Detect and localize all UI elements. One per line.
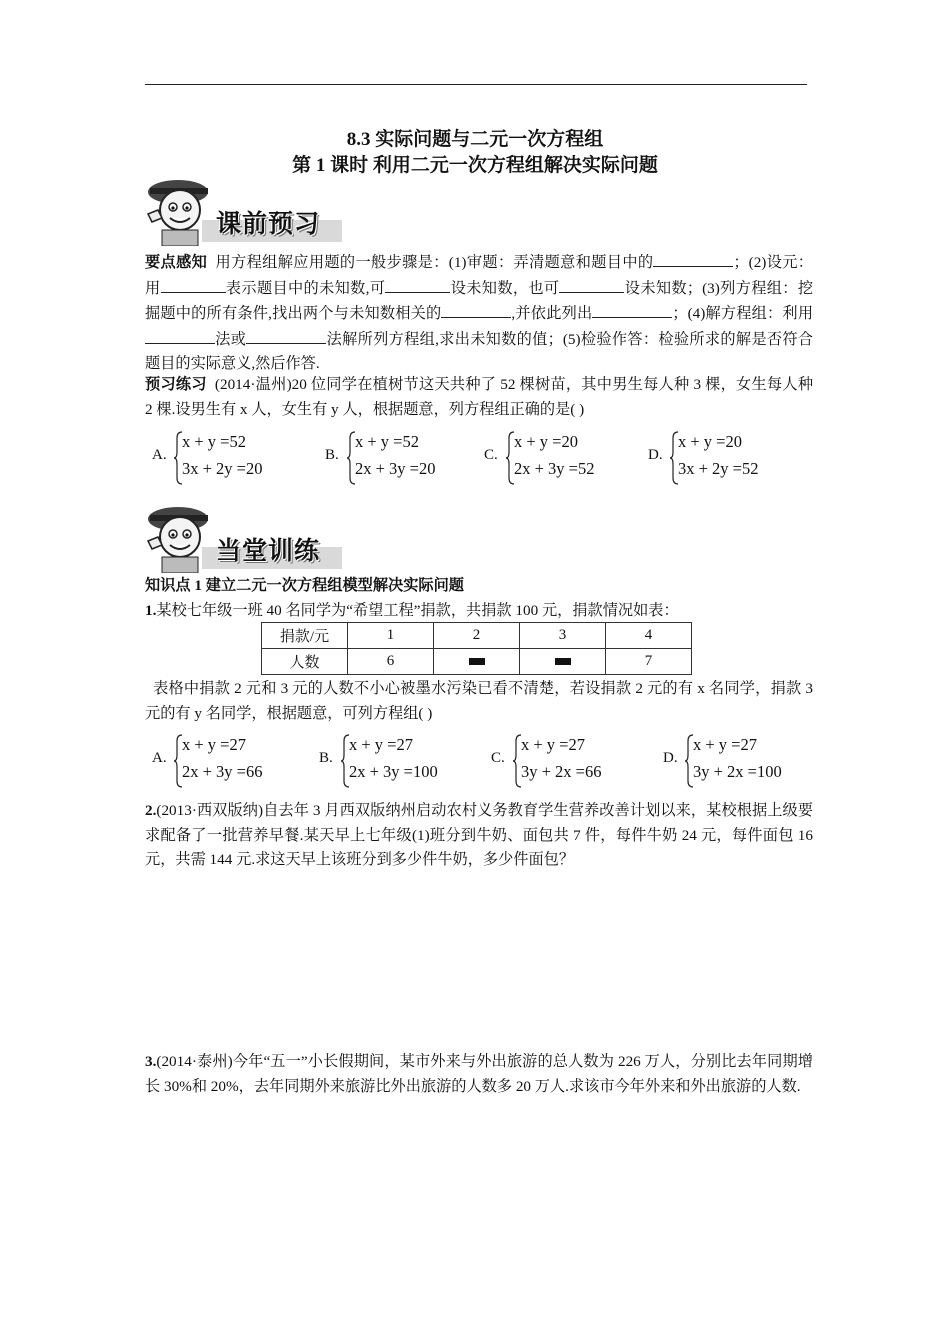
header-rule — [145, 84, 807, 85]
option-label: D. — [648, 447, 663, 463]
classroom-banner — [142, 501, 347, 573]
preview-question: (2014·温州)20 位同学在植树节这天共种了 52 棵树苗，其中男生每人种 3 棵，女生每人种 2 棵.设男生有 x 人，女生有 y 人，根据题意，列方程组正确的是( ) — [145, 376, 814, 418]
question-1-continued — [145, 677, 813, 726]
option-label: B. — [319, 750, 333, 766]
key-points-text: 用方程组解应用题的一般步骤是：(1)审题：弄清题意和题目中的 — [215, 254, 654, 271]
equation: x + y =27 — [693, 735, 757, 754]
table-cell: 人数 — [262, 649, 348, 675]
equation: x + y =20 — [514, 432, 578, 451]
equation: 3x + 2y =20 — [182, 459, 263, 478]
question-number: 2. — [145, 802, 157, 819]
equation: 2x + 3y =100 — [349, 762, 438, 781]
key-points-text: 表示题目中的未知数,可 — [225, 279, 386, 297]
fill-blank — [145, 327, 215, 344]
key-points-text: 法解所列方程组,求出未知数的值；(5)检验作答：检验所求的解是否符合题目的实际意义,然后作答. — [145, 330, 814, 372]
question-2 — [145, 799, 813, 873]
option-label: A. — [152, 447, 167, 463]
key-points-text: 法或 — [215, 330, 247, 348]
key-points-label: 要点感知 — [145, 254, 208, 271]
fill-blank — [161, 276, 226, 293]
table-cell: 6 — [348, 649, 434, 675]
key-points-text: ,并依此列出 — [511, 305, 593, 322]
equation: 3x + 2y =52 — [678, 459, 759, 478]
option-label: C. — [491, 750, 505, 766]
key-points-text: ；(4)解方程组：利用 — [672, 305, 814, 322]
question-1 — [145, 599, 813, 624]
fill-blank — [653, 250, 733, 267]
equation: 3y + 2x =100 — [693, 762, 782, 781]
fill-blank — [246, 327, 326, 344]
table-row — [262, 623, 692, 649]
option-label: A. — [152, 750, 167, 766]
ink-stain-icon — [555, 658, 571, 665]
preview-options — [152, 430, 812, 486]
equation: 2x + 3y =66 — [182, 762, 263, 781]
question-text: (2013·西双版纳)自去年 3 月西双版纳州启动农村义务教育学生营养改善计划以来，某校根据上级要求配备了一批营养早餐.某天早上七年级(1)班分到牛奶、面包共 7 件，每件牛奶 24 元，每件面包 16 元，共需 144 元.求这天早上该班分到多少件牛奶，多少件面包？ — [145, 802, 813, 868]
preview-exercise — [145, 373, 813, 422]
preview-banner-label: 课前预习 — [216, 209, 321, 238]
option-label: C. — [484, 447, 498, 463]
option-label: D. — [663, 750, 678, 766]
fill-blank — [559, 276, 624, 293]
donation-table — [261, 622, 692, 675]
classroom-banner-label: 当堂训练 — [216, 536, 321, 565]
equation: x + y =27 — [182, 735, 246, 754]
table-cell: 1 — [348, 623, 434, 649]
option-label: B. — [325, 447, 339, 463]
equation: x + y =20 — [678, 432, 742, 451]
key-points-text: 设未知数，也可 — [450, 279, 560, 297]
equation: 2x + 3y =52 — [514, 459, 595, 478]
equation: x + y =27 — [349, 735, 413, 754]
fill-blank — [441, 301, 511, 318]
question-1-options — [152, 733, 812, 789]
table-cell: 7 — [606, 649, 692, 675]
table-cell-ink-stain — [520, 649, 606, 675]
equation: x + y =27 — [521, 735, 585, 754]
key-points — [145, 250, 813, 377]
question-text: 表格中捐款 2 元和 3 元的人数不小心被墨水污染已看不清楚，若设捐款 2 元的有 x 名同学，捐款 3 元的有 y 名同学，根据题意，可列方程组( ) — [145, 680, 814, 722]
equation: 3y + 2x =66 — [521, 762, 602, 781]
table-cell: 4 — [606, 623, 692, 649]
ink-stain-icon — [469, 658, 485, 665]
table-cell-ink-stain — [434, 649, 520, 675]
section-title: 8.3 实际问题与二元一次方程组 — [346, 129, 604, 150]
preview-banner — [142, 174, 347, 246]
question-number: 3. — [145, 1053, 157, 1070]
table-cell: 3 — [520, 623, 606, 649]
preview-label: 预习练习 — [145, 376, 207, 393]
question-number: 1. — [145, 602, 157, 619]
table-cell: 2 — [434, 623, 520, 649]
table-cell: 捐款/元 — [262, 623, 348, 649]
table-row — [262, 649, 692, 675]
question-text: (2014·泰州)今年“五一”小长假期间，某市外来与外出旅游的总人数为 226 万人，分别比去年同期增长 30%和 20%，去年同期外来旅游比外出旅游的人数多 20 万人.求该市今年外来和外出旅游的人数. — [145, 1053, 813, 1095]
equation: x + y =52 — [355, 432, 419, 451]
key-points-text: ；(2)设元：用 — [145, 254, 813, 297]
key-points-text: 设未知数；(3)列方程组：挖掘题中的所有条件,找出两个与未知数相关的 — [145, 279, 814, 322]
fill-blank — [592, 301, 672, 318]
equation: 2x + 3y =20 — [355, 459, 436, 478]
fill-blank — [385, 276, 450, 293]
knowledge-point-heading: 知识点 1 建立二元一次方程组模型解决实际问题 — [145, 577, 464, 594]
lesson-title: 第 1 课时 利用二元一次方程组解决实际问题 — [292, 155, 658, 176]
equation: x + y =52 — [182, 432, 246, 451]
question-3 — [145, 1050, 813, 1099]
question-text: 某校七年级一班 40 名同学为“希望工程”捐款，共捐款 100 元，捐款情况如表： — [156, 602, 679, 619]
